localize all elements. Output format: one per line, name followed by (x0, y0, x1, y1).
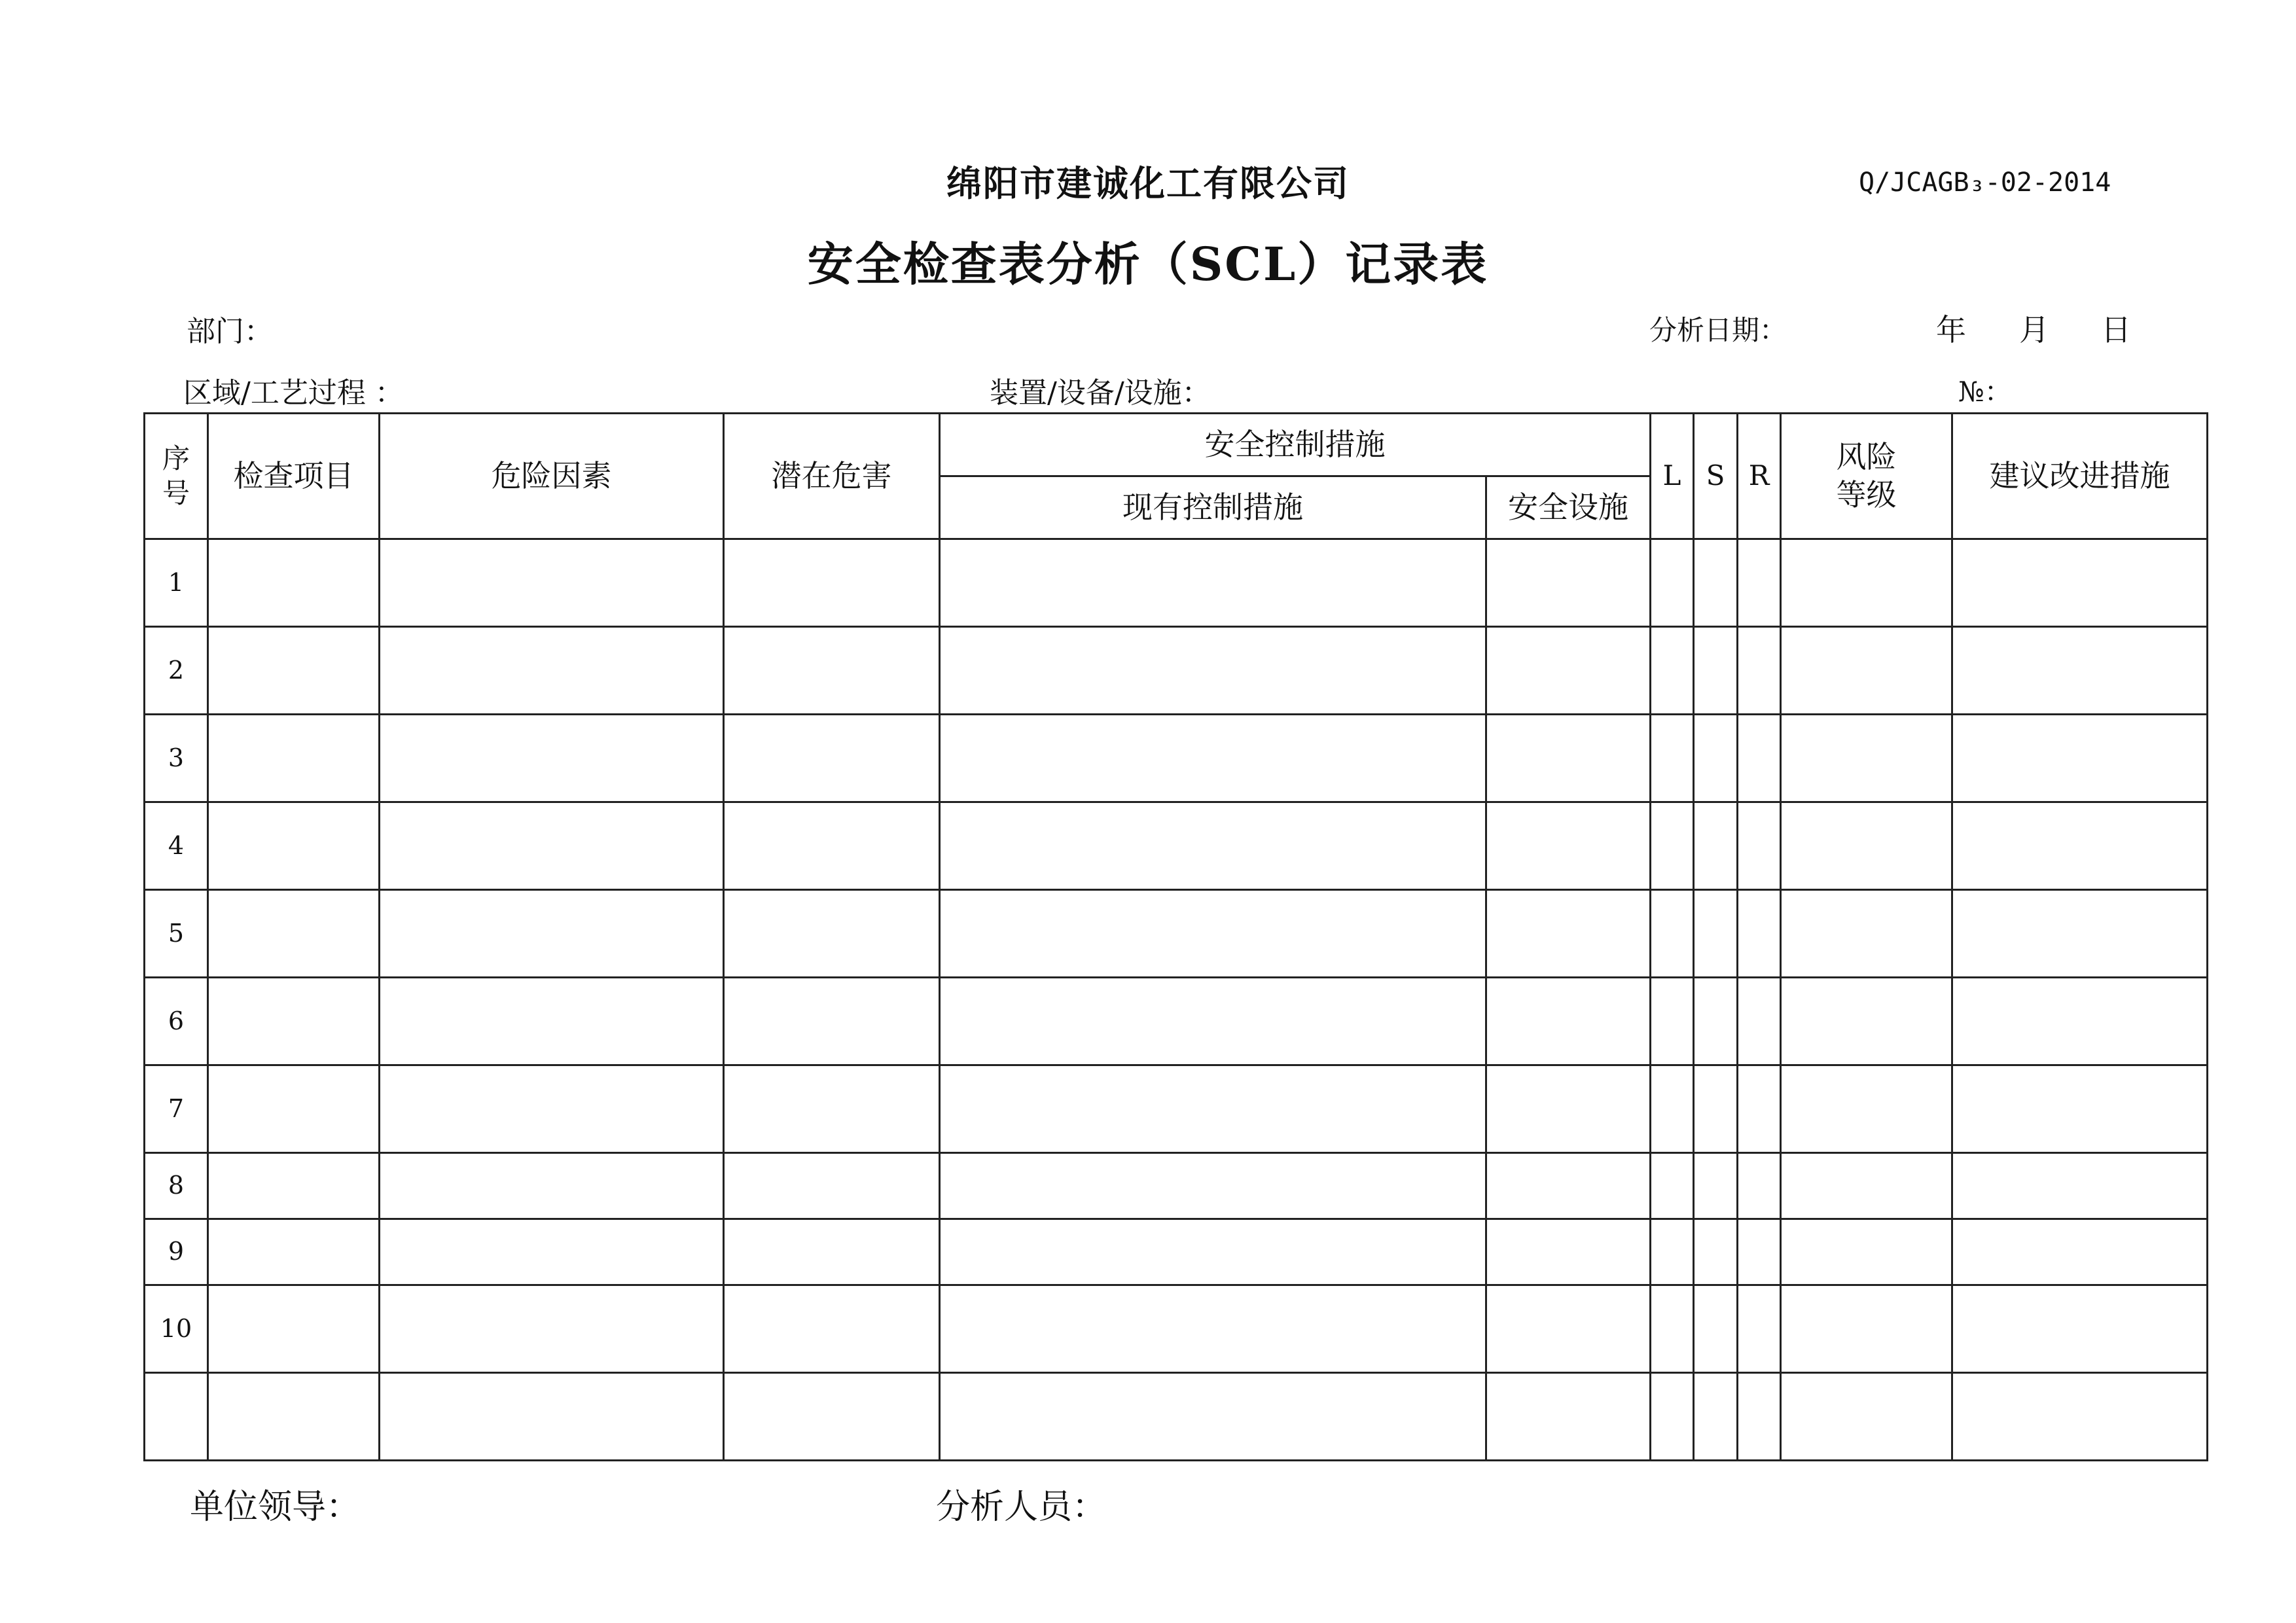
header-safety-facilities: 安全设施 (1486, 476, 1651, 539)
table-cell[interactable] (1738, 715, 1781, 802)
table-cell[interactable] (1952, 978, 2208, 1065)
table-cell[interactable] (1781, 802, 1952, 890)
table-cell[interactable] (1651, 978, 1694, 1065)
table-cell[interactable] (724, 627, 940, 715)
table-cell[interactable] (1781, 1153, 1952, 1219)
table-cell[interactable] (1781, 627, 1952, 715)
row-number-cell[interactable]: 1 (145, 539, 208, 627)
header-potential-hazard: 潜在危害 (724, 414, 940, 539)
row-number-cell[interactable]: 5 (145, 890, 208, 978)
table-cell[interactable] (380, 1065, 724, 1153)
table-cell[interactable] (380, 1219, 724, 1285)
table-cell[interactable] (1952, 1153, 2208, 1219)
row-number-cell[interactable]: 6 (145, 978, 208, 1065)
table-cell[interactable] (208, 715, 380, 802)
table-cell[interactable] (1781, 1219, 1952, 1285)
table-cell[interactable] (1781, 1373, 1952, 1461)
table-cell[interactable] (208, 1065, 380, 1153)
table-cell[interactable] (1738, 1219, 1781, 1285)
table-cell[interactable] (940, 1219, 1486, 1285)
table-row (145, 1373, 2208, 1461)
table-cell[interactable] (208, 1373, 380, 1461)
header-safety-controls: 安全控制措施 (940, 414, 1651, 476)
analysis-date-label: 分析日期： (1649, 314, 1787, 346)
table-cell[interactable] (724, 1285, 940, 1373)
table-cell[interactable] (724, 978, 940, 1065)
table-cell[interactable] (1486, 539, 1651, 627)
table-cell[interactable] (380, 1153, 724, 1219)
row-number-cell[interactable]: 10 (145, 1285, 208, 1373)
document-code: Q/JCAGB₃-02-2014 (1859, 168, 2111, 198)
table-cell[interactable] (1738, 1285, 1781, 1373)
table-cell[interactable] (724, 1065, 940, 1153)
table-cell[interactable] (1651, 802, 1694, 890)
table-cell[interactable] (1952, 802, 2208, 890)
header-check-item: 检查项目 (208, 414, 380, 539)
table-cell[interactable] (1952, 715, 2208, 802)
table-cell[interactable] (208, 627, 380, 715)
month-label: 月 (2019, 312, 2049, 348)
table-cell[interactable] (1952, 1373, 2208, 1461)
table-cell[interactable] (1694, 1153, 1738, 1219)
row-number-cell[interactable] (145, 1373, 208, 1461)
table-row (145, 539, 2208, 627)
table-cell[interactable] (1651, 539, 1694, 627)
table-cell[interactable] (1486, 1373, 1651, 1461)
table-row (145, 802, 2208, 890)
row-number-cell[interactable]: 7 (145, 1065, 208, 1153)
table-cell[interactable] (724, 1153, 940, 1219)
table-cell[interactable] (940, 978, 1486, 1065)
table-row (145, 627, 2208, 715)
table-row (145, 1285, 2208, 1373)
header-risk-level: 风险等级 (1781, 414, 1952, 539)
header-r: R (1738, 414, 1781, 539)
table-cell[interactable] (380, 715, 724, 802)
table-cell[interactable] (1781, 539, 1952, 627)
header-existing-controls: 现有控制措施 (940, 476, 1486, 539)
table-cell[interactable] (1694, 890, 1738, 978)
company-name: 绵阳市建诚化工有限公司 (946, 162, 1350, 204)
table-row (145, 1065, 2208, 1153)
table-row (145, 890, 2208, 978)
table-cell[interactable] (1952, 539, 2208, 627)
day-label: 日 (2101, 312, 2131, 348)
table-cell[interactable] (1694, 1219, 1738, 1285)
table-cell[interactable] (1738, 1153, 1781, 1219)
table-cell[interactable] (1486, 1219, 1651, 1285)
table-cell[interactable] (1694, 1285, 1738, 1373)
table-cell[interactable] (1651, 890, 1694, 978)
table-cell[interactable] (208, 1285, 380, 1373)
table-cell[interactable] (724, 890, 940, 978)
header-s: S (1694, 414, 1738, 539)
table-cell[interactable] (1694, 539, 1738, 627)
table-cell[interactable] (940, 890, 1486, 978)
table-cell[interactable] (208, 802, 380, 890)
header-suggested-improvements: 建议改进措施 (1952, 414, 2208, 539)
table-cell[interactable] (1781, 890, 1952, 978)
department-label: 部门： (187, 315, 273, 348)
table-cell[interactable] (1694, 715, 1738, 802)
row-number-cell[interactable]: 9 (145, 1219, 208, 1285)
table-row (145, 1219, 2208, 1285)
table-cell[interactable] (940, 1285, 1486, 1373)
table-cell[interactable] (1738, 1373, 1781, 1461)
header-hazard-factor: 危险因素 (380, 414, 724, 539)
header-seq: 序号 (145, 414, 208, 539)
table-cell[interactable] (1738, 1065, 1781, 1153)
table-body (145, 539, 2208, 1461)
table-cell[interactable] (380, 1373, 724, 1461)
table-cell[interactable] (1738, 802, 1781, 890)
number-label: №： (1958, 376, 2012, 408)
table-cell[interactable] (380, 1285, 724, 1373)
table-cell[interactable] (724, 1219, 940, 1285)
table-cell[interactable] (380, 627, 724, 715)
table-cell[interactable] (380, 978, 724, 1065)
table-cell[interactable] (1486, 1285, 1651, 1373)
area-process-label: 区域/工艺过程 ： (183, 376, 404, 410)
table-cell[interactable] (1952, 890, 2208, 978)
analyst-label: 分析人员： (936, 1488, 1107, 1527)
table-cell[interactable] (724, 715, 940, 802)
table-cell[interactable] (208, 978, 380, 1065)
table-cell[interactable] (1738, 890, 1781, 978)
table-cell[interactable] (940, 627, 1486, 715)
table-cell[interactable] (1486, 1065, 1651, 1153)
row-number-cell[interactable]: 2 (145, 627, 208, 715)
table-cell[interactable] (1651, 1285, 1694, 1373)
table-cell[interactable] (1486, 890, 1651, 978)
table-cell[interactable] (1486, 1153, 1651, 1219)
table-cell[interactable] (1952, 1285, 2208, 1373)
table-cell[interactable] (1651, 715, 1694, 802)
table-cell[interactable] (940, 1065, 1486, 1153)
table-row (145, 715, 2208, 802)
table-cell[interactable] (724, 539, 940, 627)
scl-record-table (143, 412, 2208, 1461)
table-cell[interactable] (940, 715, 1486, 802)
table-cell[interactable] (208, 1153, 380, 1219)
table-cell[interactable] (1694, 978, 1738, 1065)
row-number-cell[interactable]: 3 (145, 715, 208, 802)
table-cell[interactable] (1486, 978, 1651, 1065)
table-cell[interactable] (940, 1373, 1486, 1461)
equipment-facility-label: 装置/设备/设施： (990, 376, 1211, 410)
table-cell[interactable] (1952, 1219, 2208, 1285)
table-cell[interactable] (1651, 1153, 1694, 1219)
table-cell[interactable] (1651, 627, 1694, 715)
table-cell[interactable] (380, 890, 724, 978)
table-cell[interactable] (1738, 627, 1781, 715)
table-cell[interactable] (1781, 715, 1952, 802)
table-cell[interactable] (940, 1153, 1486, 1219)
year-label: 年 (1936, 312, 1966, 348)
table-cell[interactable] (208, 1219, 380, 1285)
table-cell[interactable] (1694, 1065, 1738, 1153)
table-cell[interactable] (1694, 802, 1738, 890)
table-cell[interactable] (380, 539, 724, 627)
table-cell[interactable] (208, 890, 380, 978)
unit-leader-label: 单位领导： (190, 1488, 361, 1527)
table-cell[interactable] (940, 539, 1486, 627)
table-cell[interactable] (724, 802, 940, 890)
table-row (145, 978, 2208, 1065)
table-cell[interactable] (1781, 1285, 1952, 1373)
table-cell[interactable] (208, 539, 380, 627)
table-cell[interactable] (380, 802, 724, 890)
table-row (145, 1153, 2208, 1219)
row-number-cell[interactable]: 4 (145, 802, 208, 890)
table-cell[interactable] (1738, 539, 1781, 627)
header-l: L (1651, 414, 1694, 539)
row-number-cell[interactable]: 8 (145, 1153, 208, 1219)
table-cell[interactable] (1738, 978, 1781, 1065)
table-cell[interactable] (1651, 1373, 1694, 1461)
table-cell[interactable] (1694, 1373, 1738, 1461)
table-cell[interactable] (1781, 978, 1952, 1065)
table-cell[interactable] (1486, 802, 1651, 890)
table-cell[interactable] (940, 802, 1486, 890)
table-cell[interactable] (1781, 1065, 1952, 1153)
table-cell[interactable] (1952, 627, 2208, 715)
table-cell[interactable] (1486, 715, 1651, 802)
table-cell[interactable] (1694, 627, 1738, 715)
table-cell[interactable] (724, 1373, 940, 1461)
table-cell[interactable] (1651, 1065, 1694, 1153)
table-cell[interactable] (1651, 1219, 1694, 1285)
table-cell[interactable] (1952, 1065, 2208, 1153)
form-title: 安全检查表分析（SCL）记录表 (807, 237, 1489, 291)
table-cell[interactable] (1486, 627, 1651, 715)
